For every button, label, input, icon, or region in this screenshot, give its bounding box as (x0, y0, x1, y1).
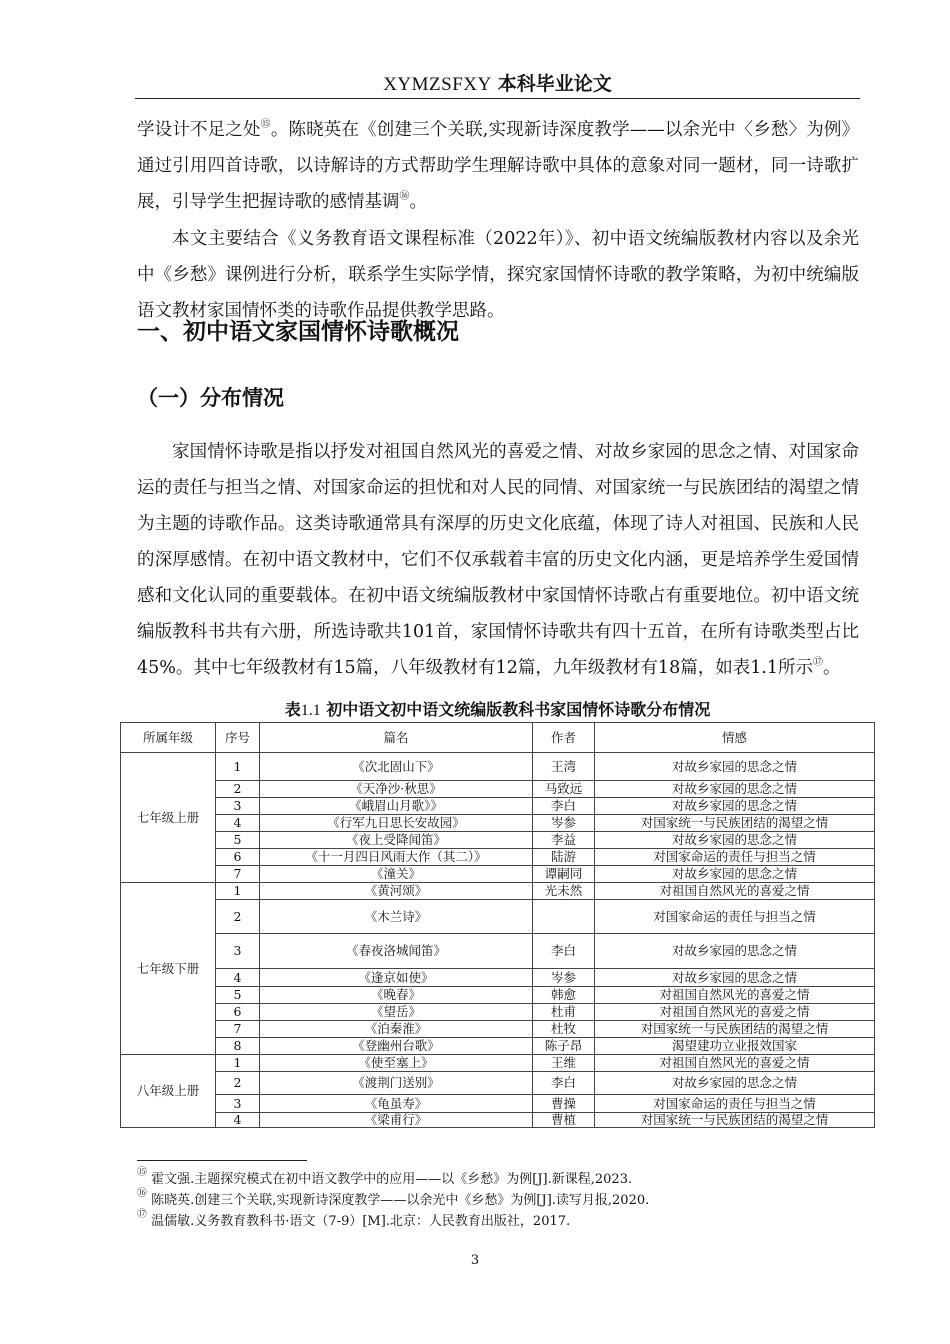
footnote-text: 陈晓英.创建三个关联,实现新诗深度教学——以余光中《乡愁》为例[J].读写月报,2020. (151, 1193, 650, 1208)
cell-grade: 八年级上册 (121, 1055, 216, 1128)
table-row (121, 1055, 875, 1072)
footnote-text: 霍文强.主题探究模式在初中语文教学中的应用——以《乡愁》为例[J].新课程,2023. (151, 1172, 633, 1187)
section-heading: 一、初中语文家国情怀诗歌概况 (137, 319, 459, 345)
cell-index: 6 (216, 849, 260, 866)
cell-author: 曹植 (533, 1113, 595, 1128)
cell-title: 《望岳》 (260, 1004, 533, 1021)
cell-emotion: 对国家命运的责任与担当之情 (595, 1095, 875, 1113)
cell-title: 《梁甫行》 (260, 1113, 533, 1128)
header-index: 序号 (216, 723, 260, 753)
cell-emotion: 对故乡家园的思念之情 (595, 866, 875, 883)
header-author: 作者 (533, 723, 595, 753)
cell-emotion: 对祖国自然风光的喜爱之情 (595, 1004, 875, 1021)
table-row (121, 753, 875, 781)
table-row (121, 883, 875, 900)
header-grade: 所属年级 (121, 723, 216, 753)
table-row (121, 849, 875, 866)
table-row (121, 1004, 875, 1021)
table-row (121, 1038, 875, 1055)
cell-index: 8 (216, 1038, 260, 1055)
cell-emotion: 对祖国自然风光的喜爱之情 (595, 1055, 875, 1072)
text: 。陈晓英在《创建三个关联,实现新诗深度教学——以余光中〈乡愁〉为例》通过引用四首诗歌，以诗解诗的方式帮助学生理解诗歌中具体的意象对同一题材，同一诗歌扩展，引导学生把握诗歌的感情基调 (137, 120, 860, 212)
cell-index: 4 (216, 815, 260, 832)
cell-emotion: 对故乡家园的思念之情 (595, 934, 875, 969)
footnote-ref[interactable]: ⑮ (260, 119, 271, 130)
cell-title: 《夜上受降闻笛》 (260, 832, 533, 849)
cell-index: 4 (216, 969, 260, 987)
footnote (137, 1168, 877, 1187)
cell-author: 陆游 (533, 849, 595, 866)
cell-index: 2 (216, 900, 260, 934)
cell-index: 6 (216, 1004, 260, 1021)
footnote-ref[interactable]: ⑯ (399, 191, 410, 202)
cell-index: 4 (216, 1113, 260, 1128)
cell-index: 2 (216, 1072, 260, 1095)
cell-index: 5 (216, 987, 260, 1004)
footnote (137, 1210, 877, 1229)
table-caption (120, 697, 875, 720)
caption-number: 1.1 (300, 702, 321, 719)
cell-title: 《登幽州台歌》 (260, 1038, 533, 1055)
cell-emotion: 渴望建功立业报效国家 (595, 1038, 875, 1055)
page-header (135, 70, 860, 99)
cell-title: 《十一月四日风雨大作（其二）》 (260, 849, 533, 866)
cell-emotion: 对故乡家园的思念之情 (595, 798, 875, 815)
cell-author: 杜甫 (533, 1004, 595, 1021)
paragraph-2: 本文主要结合《义务教育语文课程标准（2022年）》、初中语文统编版教材内容以及余光中《乡愁》课例进行分析，联系学生实际学情，探究家国情怀诗歌的教学策略，为初中统编版语文教材家国情怀类的诗歌作品提供教学思路。 (137, 229, 859, 321)
table-row (121, 798, 875, 815)
cell-author: 岑参 (533, 815, 595, 832)
header-title: 本科毕业论文 (497, 73, 612, 95)
cell-emotion: 对祖国自然风光的喜爱之情 (595, 987, 875, 1004)
cell-author: 韩愈 (533, 987, 595, 1004)
footnote-mark: ⑯ (137, 1188, 147, 1199)
cell-title: 《潼关》 (260, 866, 533, 883)
cell-index: 5 (216, 832, 260, 849)
cell-title: 《春夜洛城闻笛》 (260, 934, 533, 969)
page-number: 3 (470, 1253, 480, 1268)
cell-author: 光未然 (533, 883, 595, 900)
cell-author: 李白 (533, 934, 595, 969)
header-title: 篇名 (260, 723, 533, 753)
footnote-divider (137, 1160, 307, 1161)
cell-title: 《渡荆门送别》 (260, 1072, 533, 1095)
caption-prefix: 表 (284, 700, 301, 719)
table-row (121, 866, 875, 883)
cell-title: 《天净沙·秋思》 (260, 781, 533, 798)
cell-author: 王维 (533, 1055, 595, 1072)
table-row (121, 781, 875, 798)
cell-author: 谭嗣同 (533, 866, 595, 883)
cell-index: 1 (216, 883, 260, 900)
cell-index: 7 (216, 866, 260, 883)
cell-title: 《次北固山下》 (260, 753, 533, 781)
footnote (137, 1189, 877, 1208)
table-row (121, 1113, 875, 1128)
cell-index: 1 (216, 1055, 260, 1072)
cell-title: 《木兰诗》 (260, 900, 533, 934)
table-header-row (121, 723, 875, 753)
cell-title: 《泊秦淮》 (260, 1021, 533, 1038)
subsection-heading: （一）分布情况 (137, 386, 284, 410)
text: 家国情怀诗歌是指以抒发对祖国自然风光的喜爱之情、对故乡家园的思念之情、对国家命运的责任与担当之情、对国家命运的担忧和对人民的同情、对国家统一与民族团结的渴望之情为主题的诗歌作品。这类诗歌通常具有深厚的历史文化底蕴，体现了诗人对祖国、民族和人民的深厚感情。在初中语文教材中，它们不仅承载着丰富的历史文化内涵，更是培养学生爱国情感和文化认同的重要载体。在初中语文统编版教材中家国情怀诗歌占有重要地位。初中语文统编版教科书共有六册，所选诗歌共101首，家国情怀诗歌共有四十五首，在所有诗歌类型占比45%。其中七年级教材有15篇，八年级教材有12篇，九年级教材有18篇，如表1.1所示 (137, 442, 859, 678)
cell-author (533, 900, 595, 934)
cell-author: 陈子昂 (533, 1038, 595, 1055)
table-row (121, 1072, 875, 1095)
cell-author: 曹操 (533, 1095, 595, 1113)
cell-emotion: 对故乡家园的思念之情 (595, 753, 875, 781)
header-latin: XYMZSFXY (383, 74, 492, 95)
table-row (121, 1021, 875, 1038)
cell-author: 杜牧 (533, 1021, 595, 1038)
cell-title: 《龟虽寿》 (260, 1095, 533, 1113)
cell-title: 《使至塞上》 (260, 1055, 533, 1072)
cell-emotion: 对国家统一与民族团结的渴望之情 (595, 1021, 875, 1038)
cell-emotion: 对国家统一与民族团结的渴望之情 (595, 815, 875, 832)
cell-author: 李益 (533, 832, 595, 849)
cell-emotion: 对国家统一与民族团结的渴望之情 (595, 1113, 875, 1128)
cell-title: 《逢京如使》 (260, 969, 533, 987)
text: 。 (409, 192, 427, 212)
footnote-ref[interactable]: ⑰ (813, 657, 824, 668)
cell-title: 《行军九日思长安故园》 (260, 815, 533, 832)
cell-index: 3 (216, 798, 260, 815)
header-emotion: 情感 (595, 723, 875, 753)
cell-index: 3 (216, 934, 260, 969)
table-row (121, 1095, 875, 1113)
cell-index: 2 (216, 781, 260, 798)
footnote-mark: ⑮ (137, 1167, 147, 1178)
cell-emotion: 对故乡家园的思念之情 (595, 832, 875, 849)
cell-title: 《晚春》 (260, 987, 533, 1004)
cell-emotion: 对故乡家园的思念之情 (595, 969, 875, 987)
cell-index: 1 (216, 753, 260, 781)
text: 。 (823, 658, 841, 678)
paragraph-3 (137, 434, 859, 686)
cell-author: 李白 (533, 798, 595, 815)
cell-emotion: 对祖国自然风光的喜爱之情 (595, 883, 875, 900)
table-row (121, 900, 875, 934)
cell-title: 《黄河颂》 (260, 883, 533, 900)
cell-grade: 七年级上册 (121, 753, 216, 883)
table-row (121, 815, 875, 832)
cell-emotion: 对国家命运的责任与担当之情 (595, 849, 875, 866)
cell-author: 李白 (533, 1072, 595, 1095)
text: 学设计不足之处 (137, 120, 261, 140)
cell-emotion: 对故乡家园的思念之情 (595, 781, 875, 798)
cell-emotion: 对故乡家园的思念之情 (595, 1072, 875, 1095)
table-row (121, 969, 875, 987)
cell-author: 王湾 (533, 753, 595, 781)
cell-grade: 七年级下册 (121, 883, 216, 1055)
table-row (121, 832, 875, 849)
table-row (121, 934, 875, 969)
cell-title: 《峨眉山月歌》》 (260, 798, 533, 815)
caption-text: 初中语文初中语文统编版教科书家国情怀诗歌分布情况 (326, 700, 711, 719)
footnote-text: 温儒敏.义务教育教科书·语文（7-9）[M].北京：人民教育出版社，2017. (151, 1214, 571, 1229)
cell-author: 马致远 (533, 781, 595, 798)
cell-emotion: 对国家命运的责任与担当之情 (595, 900, 875, 934)
cell-index: 3 (216, 1095, 260, 1113)
cell-author: 岑参 (533, 969, 595, 987)
poem-distribution-table (120, 722, 875, 1128)
cell-index: 7 (216, 1021, 260, 1038)
paragraph-1 (137, 112, 859, 220)
footnote-mark: ⑰ (137, 1209, 147, 1220)
table-row (121, 987, 875, 1004)
